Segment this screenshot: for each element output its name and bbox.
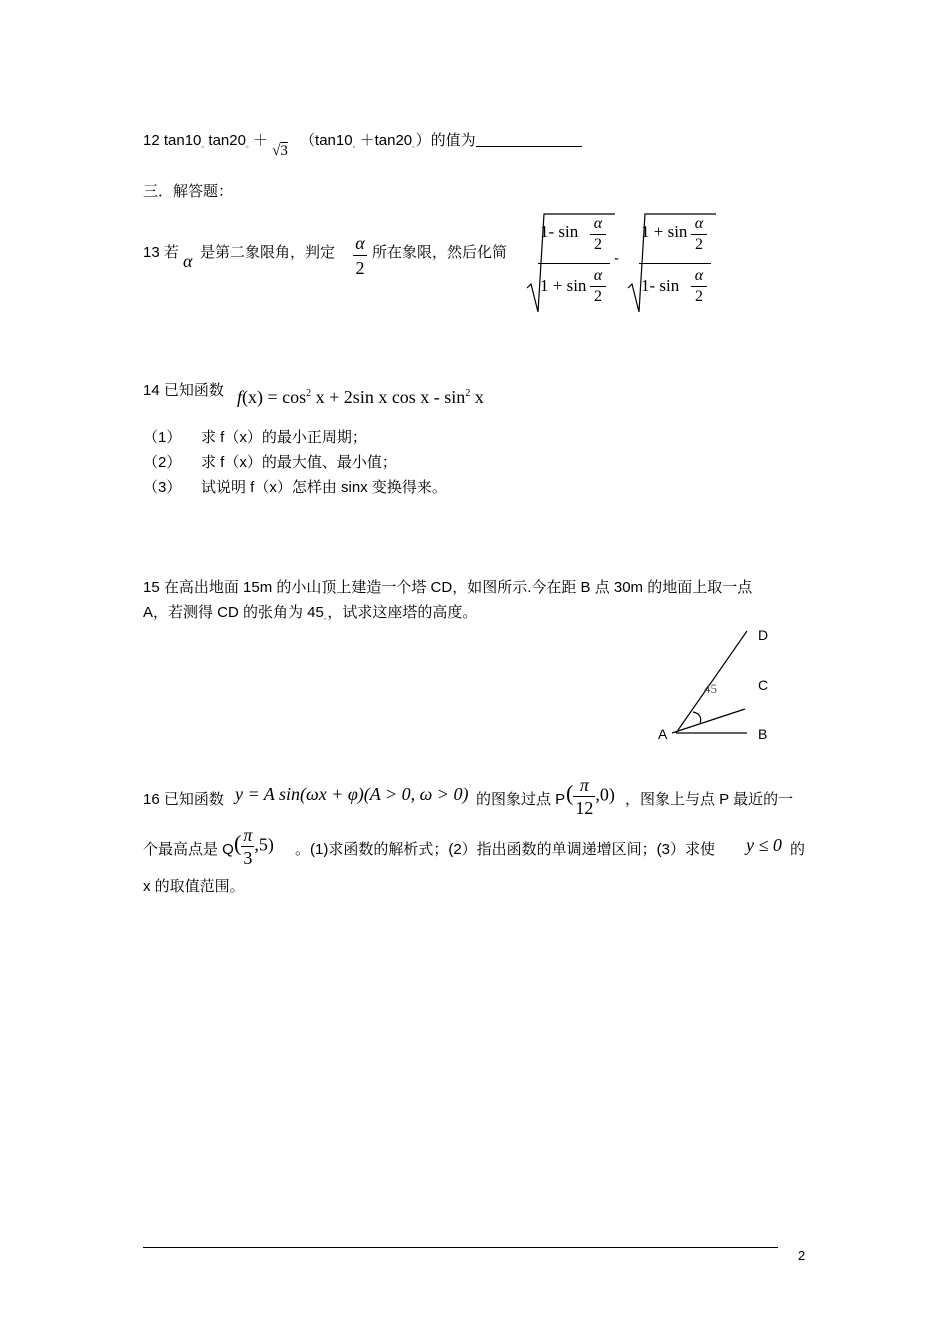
formula-part: x bbox=[470, 387, 484, 407]
q14-formula bbox=[237, 387, 484, 408]
q13-right-num-frac bbox=[691, 216, 707, 253]
alpha-num: α bbox=[593, 215, 603, 232]
angle-arc bbox=[693, 712, 701, 724]
alpha-num: α bbox=[694, 215, 704, 232]
footer-divider bbox=[143, 1247, 778, 1248]
formula-part: x + 2sin x cos x - sin bbox=[311, 387, 466, 407]
q13-right-den-frac bbox=[691, 268, 707, 305]
fraction-bar bbox=[353, 255, 367, 256]
frac-num: π bbox=[579, 775, 589, 795]
superscript: 2 bbox=[306, 388, 312, 399]
q13-half-fraction bbox=[353, 234, 367, 277]
degree-mark: 。 bbox=[412, 142, 416, 149]
section-title: 三．解答题： bbox=[143, 183, 234, 200]
q12-number: 12 bbox=[143, 132, 160, 149]
paren-open: ( bbox=[566, 780, 574, 806]
label-D: D bbox=[758, 627, 769, 643]
superscript: 2 bbox=[465, 388, 471, 399]
answer-blank bbox=[476, 131, 582, 147]
q13-right-den-text: 1- sin bbox=[641, 276, 680, 295]
q16-point-q bbox=[234, 826, 274, 867]
sqrt-icon: √3 bbox=[272, 143, 288, 159]
item-text: 试说明 f（x）怎样由 sinx 变换得来。 bbox=[201, 479, 447, 496]
fraction-bar bbox=[538, 263, 610, 264]
q13-right-num-text: 1 + sin bbox=[641, 222, 688, 241]
label-B: B bbox=[758, 726, 768, 742]
q14-prefix: 14 已知函数 bbox=[143, 382, 224, 399]
two-den: 2 bbox=[594, 236, 602, 253]
q13-prefix: 13 若 bbox=[143, 244, 179, 261]
q13-half-num: α bbox=[355, 233, 365, 253]
q13-minus: - bbox=[614, 250, 619, 267]
q12-paren-tan20: ＋tan20 bbox=[359, 132, 413, 149]
q14-item-3 bbox=[143, 476, 447, 497]
q14-item-1 bbox=[143, 426, 367, 447]
q16-line3: x 的取值范围。 bbox=[143, 878, 245, 895]
item-label: （2） bbox=[143, 454, 182, 471]
q16-prefix: 16 已知函数 bbox=[143, 791, 224, 808]
q16-q-frac bbox=[241, 826, 254, 867]
q12-line bbox=[143, 129, 582, 159]
q16-point-p bbox=[566, 776, 615, 817]
alpha-num: α bbox=[593, 267, 603, 284]
formula-f: f bbox=[237, 387, 243, 407]
two-den: 2 bbox=[695, 288, 703, 305]
frac-den: 12 bbox=[575, 798, 594, 818]
q12-paren-tan10: （tan10 bbox=[300, 132, 353, 149]
frac-den: 3 bbox=[243, 848, 253, 868]
q13-left-den-text: 1 + sin bbox=[540, 276, 587, 295]
q16-line2-a: 个最高点是 Q bbox=[143, 841, 234, 858]
item-label: （1） bbox=[143, 429, 182, 446]
q13-right-num bbox=[641, 222, 687, 242]
point-rest: ,5) bbox=[254, 834, 274, 855]
q16-formula-text: y = A sin(ωx + φ)(A > 0, ω > 0) bbox=[235, 784, 469, 804]
frac-num: π bbox=[243, 825, 253, 845]
q16-text1: 的图象过点 P bbox=[476, 791, 566, 808]
q13-left-num-text: 1- sin bbox=[540, 222, 579, 241]
page-number: 2 bbox=[798, 1248, 806, 1263]
q16-p-frac bbox=[573, 776, 595, 817]
q15-line2 bbox=[143, 601, 477, 622]
label-C: C bbox=[758, 677, 769, 693]
line-AC bbox=[672, 709, 745, 733]
q13-left-num-frac bbox=[590, 216, 606, 253]
item-text: 求 f（x）的最小正周期； bbox=[201, 429, 367, 446]
formula-part: (x) = cos bbox=[242, 387, 307, 407]
alpha-num: α bbox=[694, 267, 704, 284]
q13-text1: 是第二象限角，判定 bbox=[200, 244, 336, 261]
q12-sqrt3: 3 bbox=[280, 143, 288, 159]
label-A: A bbox=[658, 726, 668, 742]
q13-left-den bbox=[540, 276, 586, 296]
paren-open: ( bbox=[234, 830, 242, 856]
label-angle: 45 bbox=[704, 681, 717, 696]
q16-cond: y ≤ 0 bbox=[746, 835, 782, 855]
item-text: 求 f（x）的最大值、最小值； bbox=[201, 454, 397, 471]
q14-item-2 bbox=[143, 451, 397, 472]
q13-left-num bbox=[540, 222, 578, 242]
q13-line bbox=[143, 241, 179, 262]
fraction-bar bbox=[691, 286, 707, 287]
degree-mark: 。 bbox=[323, 614, 328, 621]
q12-tan10: tan10 bbox=[163, 132, 202, 149]
q16-formula bbox=[235, 784, 468, 805]
fraction-bar bbox=[691, 234, 707, 235]
item-label: （3） bbox=[143, 479, 182, 496]
q12-paren-close: ）的值为 bbox=[415, 132, 476, 149]
q12-tan20: tan20 bbox=[208, 132, 246, 149]
q15-line2-text: A，若测得 CD 的张角为 45 bbox=[143, 604, 324, 621]
q16-line2-b: 。(1)求函数的解析式；(2）指出函数的单调递增区间；(3）求使 bbox=[295, 841, 716, 858]
two-den: 2 bbox=[594, 288, 602, 305]
q16-line2-c: 的 bbox=[790, 841, 806, 858]
two-den: 2 bbox=[695, 236, 703, 253]
q13-left-den-frac bbox=[590, 268, 606, 305]
q15-line2-end: ，试求这座塔的高度。 bbox=[327, 604, 478, 621]
q13-alpha: α bbox=[183, 251, 193, 271]
degree-mark: 。 bbox=[201, 142, 209, 149]
q13-text2: 所在象限，然后化简 bbox=[372, 244, 508, 261]
fraction-bar bbox=[590, 286, 606, 287]
point-rest: ,0) bbox=[595, 784, 615, 805]
degree-mark: 。 bbox=[245, 142, 253, 149]
degree-mark: 。 bbox=[352, 142, 360, 149]
q12-plus: ＋ bbox=[252, 132, 268, 149]
q13-half-den: 2 bbox=[355, 258, 365, 278]
q16-text2: ，图象上与点 P 最近的一 bbox=[625, 791, 794, 808]
fraction-bar bbox=[639, 263, 711, 264]
q15-line1: 15 在高出地面 15m 的小山顶上建造一个塔 CD，如图所示.今在距 B 点 30m 的地面上取一点 bbox=[143, 579, 753, 596]
q13-right-den bbox=[641, 276, 679, 296]
fraction-bar bbox=[590, 234, 606, 235]
